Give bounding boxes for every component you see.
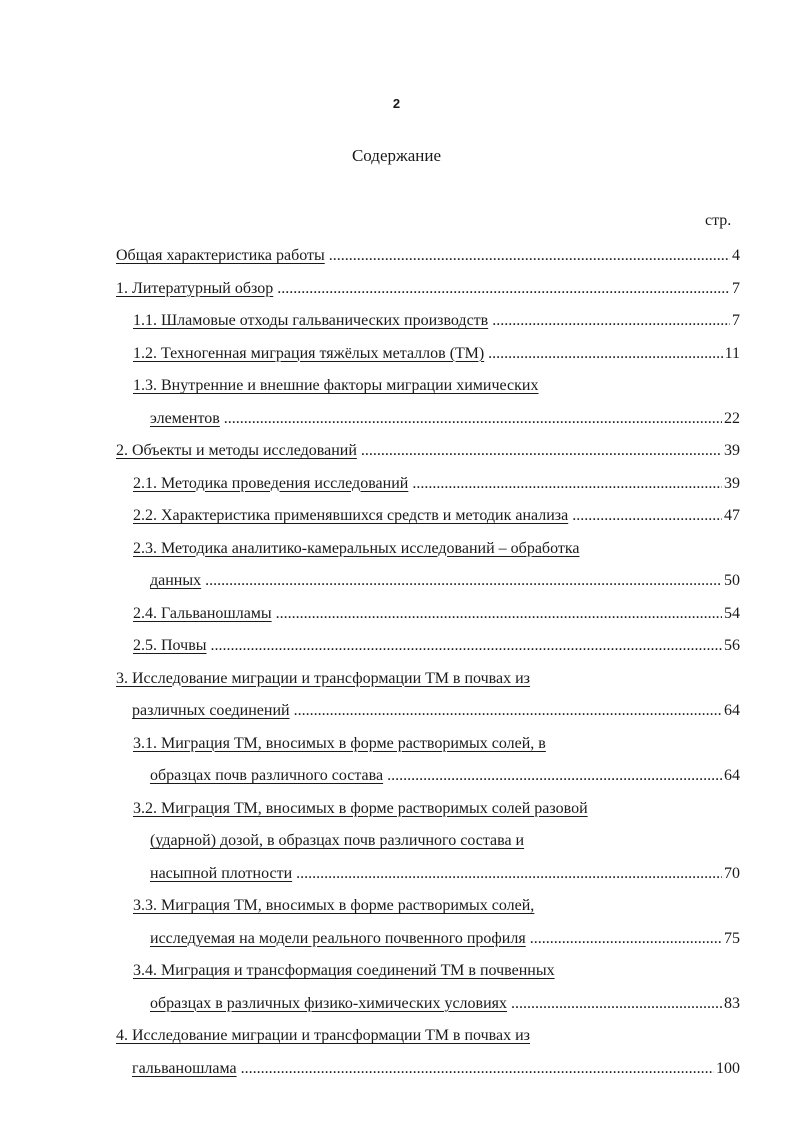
leader-dots [488, 338, 722, 371]
toc-entry-page: 83 [724, 994, 740, 1012]
toc-entry-page: 75 [724, 929, 740, 947]
toc-entry[interactable] [0, 240, 740, 273]
toc-entry[interactable] [0, 890, 740, 923]
toc-entry-title: 1.2. Техногенная миграция тяжёлых металлов (ТМ) [133, 344, 485, 362]
toc-entry-title: 3.2. Миграция ТМ, вносимых в форме растворимых солей разовой [133, 799, 588, 817]
toc-entry[interactable] [0, 338, 740, 371]
toc-entry-page: 4 [732, 247, 740, 264]
table-of-contents [0, 240, 793, 1085]
toc-entry[interactable] [0, 370, 740, 403]
toc-entry-title-cont: (ударной) дозой, в образцах почв различного состава и [150, 832, 525, 849]
leader-dots [276, 598, 722, 631]
leader-dots [530, 923, 722, 956]
toc-entry-title: 1. Литературный обзор [116, 279, 274, 297]
page-column-label: стр. [705, 212, 732, 229]
page-number: 2 [392, 96, 401, 111]
toc-entry-title: 3.1. Миграция ТМ, вносимых в форме растворимых солей, в [133, 734, 546, 752]
leader-dots [511, 988, 722, 1021]
leader-dots [361, 435, 722, 468]
toc-entry-title-cont: различных соединений [132, 702, 290, 719]
toc-entry-page: 11 [724, 344, 740, 362]
toc-entry[interactable] [0, 435, 740, 468]
toc-entry-title-cont: исследуемая на модели реального почвенного профиля [150, 929, 526, 947]
leader-dots [329, 240, 730, 273]
toc-entry[interactable] [0, 500, 740, 533]
toc-entry-page: 47 [724, 507, 740, 524]
toc-entry-title-cont: образцах в различных физико-химических условиях [150, 994, 508, 1012]
toc-entry-page: 70 [724, 864, 740, 882]
toc-entry-page: 56 [724, 637, 740, 654]
toc-entry-title-cont: гальваношлама [132, 1059, 237, 1077]
leader-dots [492, 305, 730, 338]
toc-entry-title-cont: элементов [150, 409, 220, 427]
toc-entry-page: 39 [724, 474, 740, 492]
toc-entry-title-cont: данных [150, 572, 202, 589]
toc-entry-continuation[interactable] [0, 695, 740, 728]
toc-entry-page: 64 [724, 767, 740, 784]
leader-dots [241, 1053, 714, 1086]
toc-entry-title-cont: образцах почв различного состава [150, 767, 384, 784]
leader-dots [294, 695, 722, 728]
leader-dots [412, 468, 722, 501]
toc-entry[interactable] [0, 273, 740, 306]
toc-entry-title: 2. Объекты и методы исследований [116, 442, 357, 459]
toc-entry-title: 2.1. Методика проведения исследований [133, 474, 409, 492]
toc-entry-page: 64 [724, 702, 740, 719]
toc-entry-page: 50 [724, 572, 740, 589]
toc-entry-continuation[interactable] [0, 988, 740, 1021]
toc-entry-continuation[interactable] [0, 923, 740, 956]
toc-entry-continuation[interactable] [0, 825, 740, 858]
toc-entry[interactable] [0, 468, 740, 501]
toc-entry[interactable] [0, 598, 740, 631]
toc-entry-title: 1.1. Шламовые отходы гальванических производств [133, 312, 489, 329]
toc-title: Содержание [351, 146, 442, 165]
toc-entry-continuation[interactable] [0, 403, 740, 436]
leader-dots [205, 565, 722, 598]
toc-entry-title: 3.4. Миграция и трансформация соединений ТМ в почвенных [133, 962, 555, 979]
toc-entry-page: 7 [732, 312, 740, 329]
toc-entry-title: 4. Исследование миграции и трансформации ТМ в почвах из [116, 1027, 530, 1044]
toc-entry-page: 54 [724, 604, 740, 622]
toc-entry[interactable] [0, 630, 740, 663]
toc-entry[interactable] [0, 663, 740, 696]
toc-entry-title: Общая характеристика работы [116, 247, 325, 264]
leader-dots [211, 630, 723, 663]
leader-dots [387, 760, 722, 793]
toc-entry-continuation[interactable] [0, 1053, 740, 1086]
toc-entry-title-cont: насыпной плотности [150, 864, 293, 882]
toc-entry[interactable] [0, 955, 740, 988]
toc-entry[interactable] [0, 728, 740, 761]
toc-entry-title: 2.4. Гальваношламы [133, 604, 272, 622]
toc-entry-page: 39 [724, 442, 740, 459]
toc-entry-page: 7 [732, 279, 740, 297]
toc-entry-title: 1.3. Внутренние и внешние факторы миграции химических [133, 377, 539, 394]
toc-entry[interactable] [0, 305, 740, 338]
leader-dots [224, 403, 722, 436]
toc-entry-continuation[interactable] [0, 760, 740, 793]
toc-entry-page: 100 [716, 1059, 740, 1077]
toc-entry-title: 3. Исследование миграции и трансформации ТМ в почвах из [116, 669, 530, 687]
leader-dots [572, 500, 722, 533]
toc-entry-title: 3.3. Миграция ТМ, вносимых в форме растворимых солей, [133, 897, 535, 914]
toc-entry-continuation[interactable] [0, 858, 740, 891]
toc-entry[interactable] [0, 793, 740, 826]
toc-entry-title: 2.2. Характеристика применявшихся средств и методик анализа [133, 507, 569, 524]
toc-entry[interactable] [0, 1020, 740, 1053]
toc-entry-page: 22 [724, 409, 740, 427]
toc-entry-title: 2.3. Методика аналитико-камеральных исследований – обработка [133, 539, 580, 557]
leader-dots [296, 858, 722, 891]
leader-dots [277, 273, 730, 306]
toc-entry-title: 2.5. Почвы [133, 637, 207, 654]
toc-entry[interactable] [0, 533, 740, 566]
toc-entry-continuation[interactable] [0, 565, 740, 598]
